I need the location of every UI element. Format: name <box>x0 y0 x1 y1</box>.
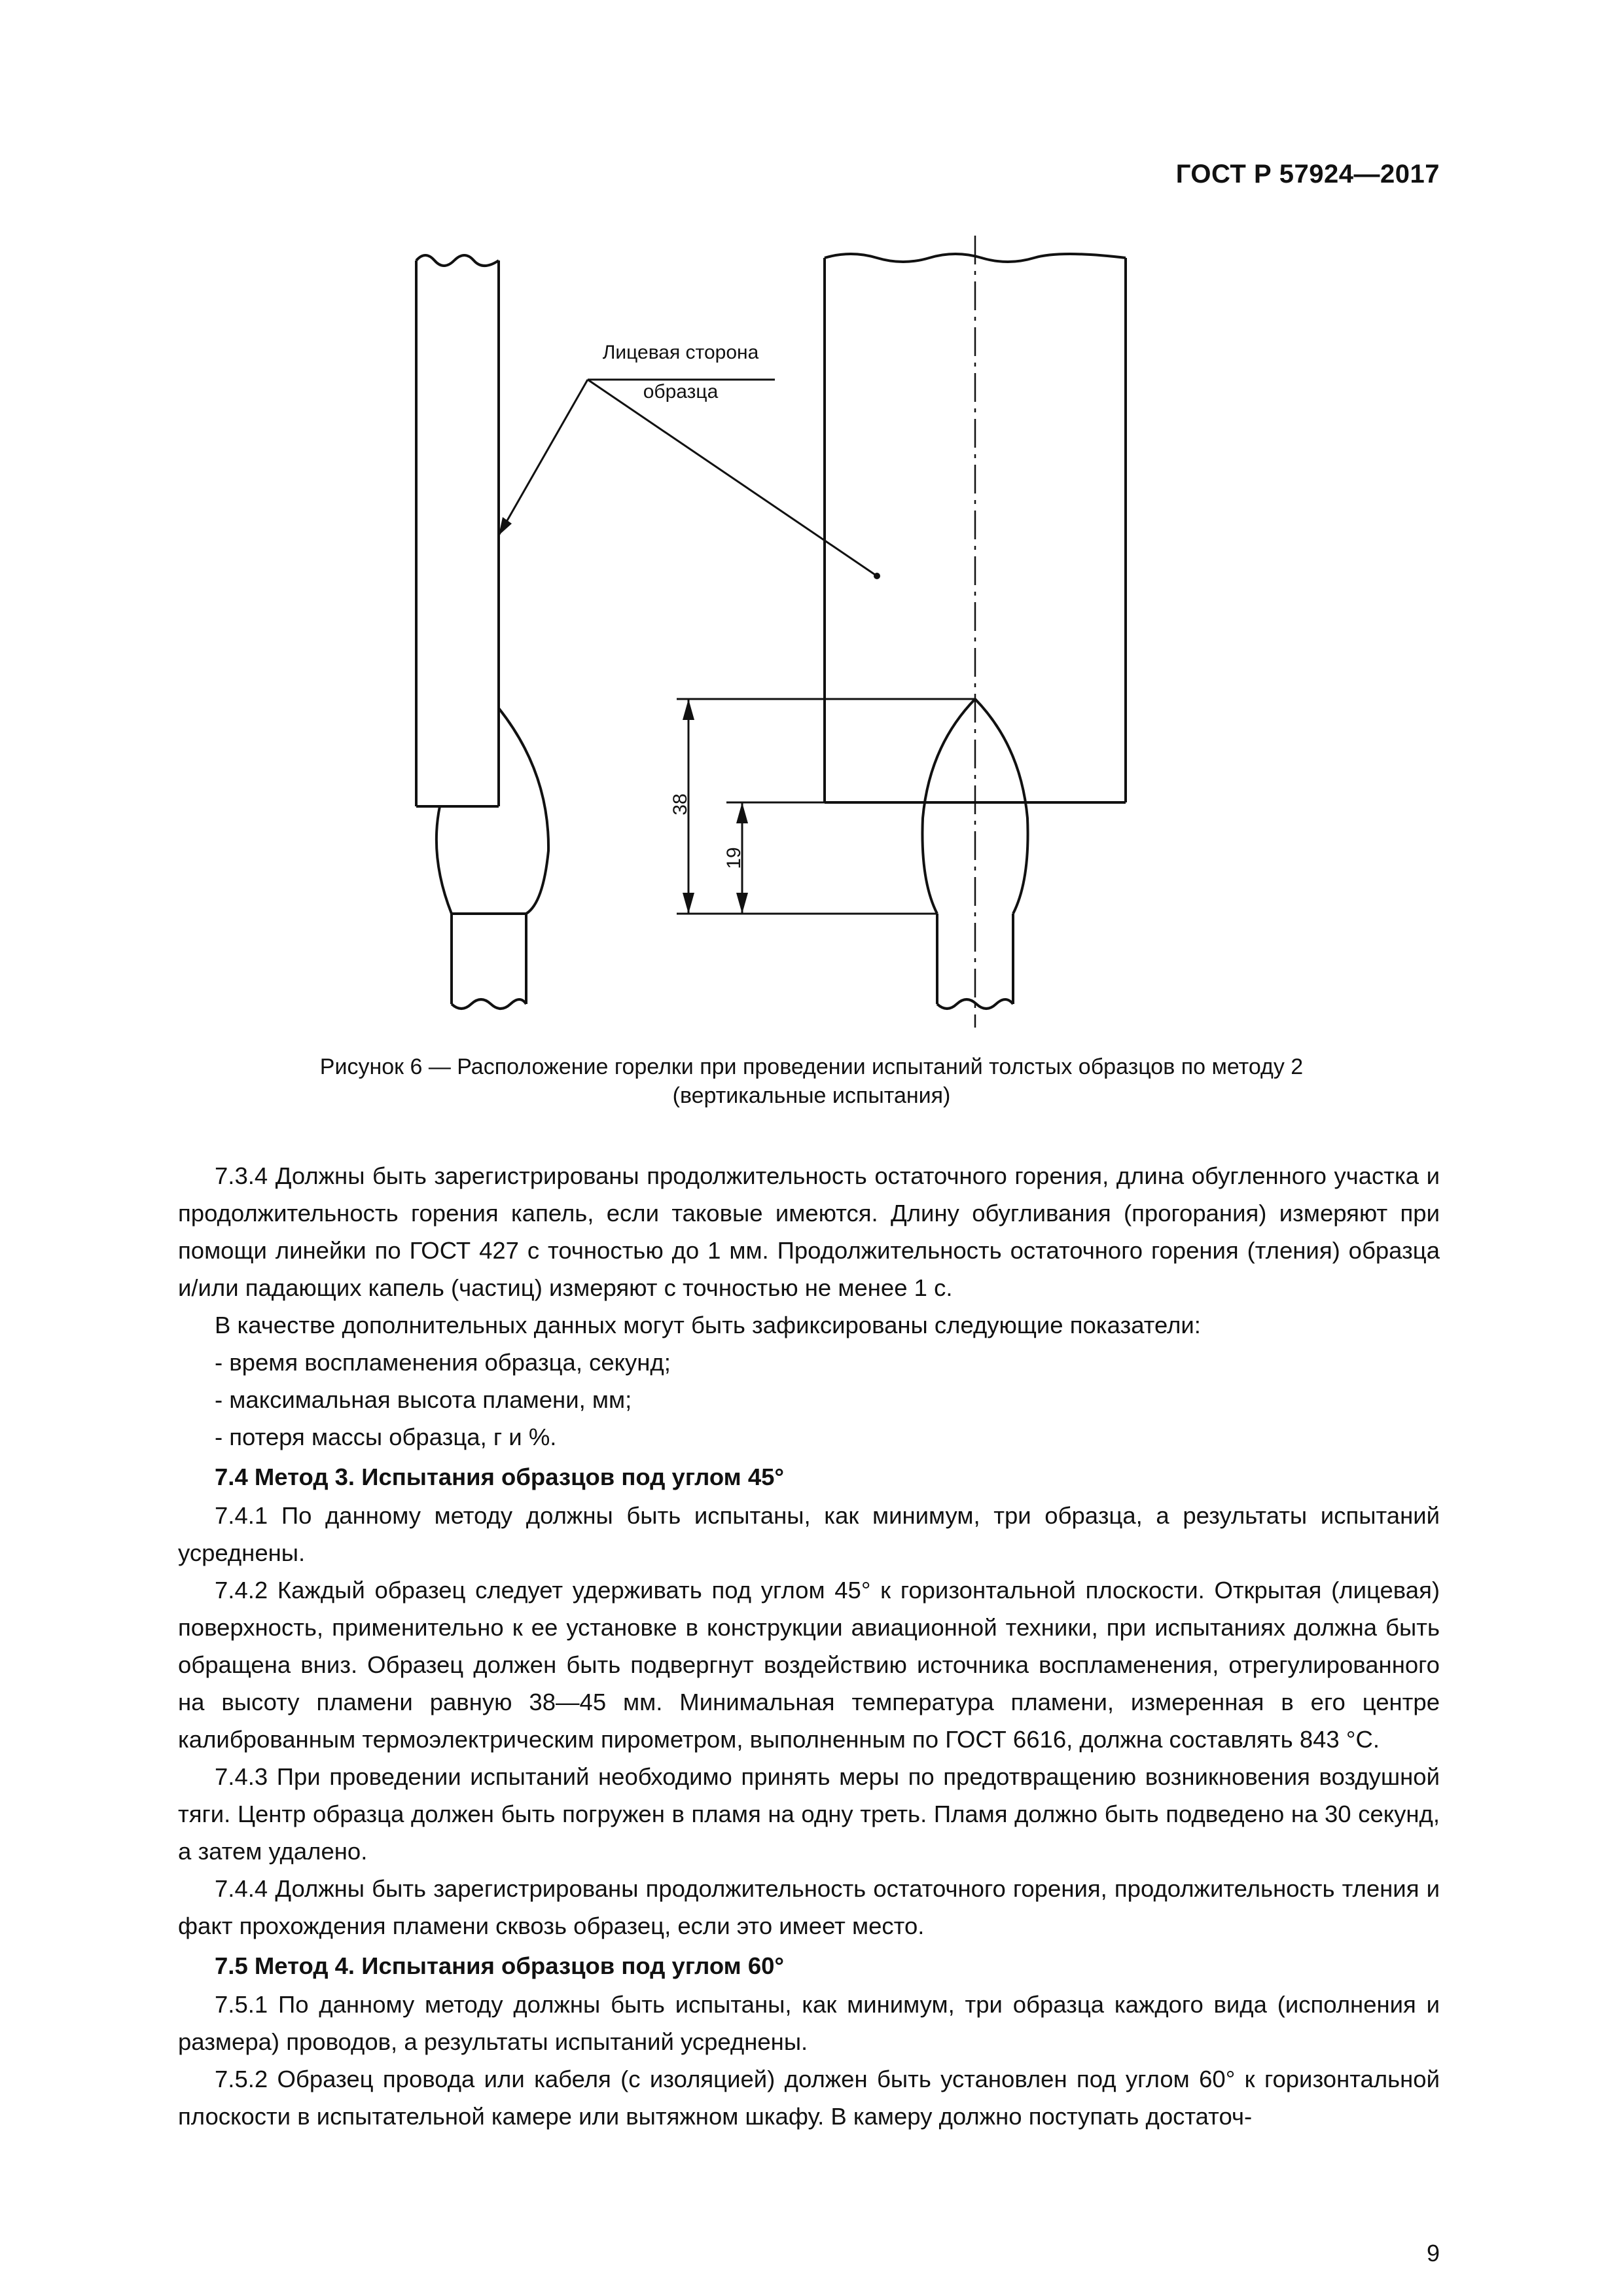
caption-line-1: Рисунок 6 — Расположение горелки при проведении испытаний толстых образцов по методу 2 <box>319 1054 1304 1079</box>
dimension-38: 38 <box>669 793 691 816</box>
document-body <box>178 1157 1440 2135</box>
paragraph-7-4-1: 7.4.1 По данному методу должны быть испытаны, как минимум, три образца, а результаты испытаний усреднены. <box>178 1502 1440 1566</box>
list-item: - максимальная высота пламени, мм; <box>215 1386 632 1413</box>
paragraph-7-4-3: 7.4.3 При проведении испытаний необходимо принять меры по предотвращению возникновения воздушной тяги. Центр образца должен быть погружен в пламя на одну треть. Пламя должно быть подведено на 30 секунд, а затем удалено. <box>178 1763 1440 1865</box>
document-header: ГОСТ Р 57924—2017 <box>1175 160 1440 188</box>
figure-6 <box>0 0 1623 1047</box>
leader-dot <box>874 573 880 579</box>
figure-caption <box>131 1052 1492 1110</box>
paragraph-7-4-2: 7.4.2 Каждый образец следует удерживать под углом 45° к горизонтальной плоскости. Открытая (лицевая) поверхность, применительно к ее установке в конструкции авиационной техники, при испытаниях должна быть обращена вниз. Образец должен быть подвергнут воздействию источника воспламенения, отрегулированного на высоту пламени равную 38—45 мм. Минимальная температура пламени, измеренная в его центре калиброванным термоэлектрическим пирометром, выполненным по ГОСТ 6616, должна составлять 843 °С. <box>178 1577 1440 1753</box>
paragraph-7-5-1: 7.5.1 По данному методу должны быть испытаны, как минимум, три образца каждого вида (исполнения и размера) проводов, а результаты испытаний усреднены. <box>178 1991 1440 2055</box>
left-flame <box>437 708 548 914</box>
burner-diagram <box>0 0 1623 1047</box>
paragraph-7-3-4-extra: В качестве дополнительных данных могут быть зафиксированы следующие показатели: <box>215 1312 1201 1338</box>
left-burner <box>452 914 526 1009</box>
list-item: - потеря массы образца, г и %. <box>215 1424 557 1450</box>
leader-lines <box>499 380 877 576</box>
paragraph-7-4-4: 7.4.4 Должны быть зарегистрированы продолжительность остаточного горения, продолжительность тления и факт прохождения пламени сквозь образец, если это имеет место. <box>178 1875 1440 1939</box>
list-item: - время воспламенения образца, секунд; <box>215 1349 671 1376</box>
dimension-19: 19 <box>723 847 745 869</box>
caption-line-2: (вертикальные испытания) <box>672 1083 951 1108</box>
paragraph-7-3-4: 7.3.4 Должны быть зарегистрированы продолжительность остаточного горения, длина обугленного участка и продолжительность горения капель, если таковые имеются. Длину обугливания (прогорания) измеряют при помощи линейки по ГОСТ 427 с точностью до 1 мм. Продолжительность остаточного горения (тления) образца и/или падающих капель (частиц) измеряют с точностью не менее 1 с. <box>178 1162 1440 1301</box>
leader-arrow <box>499 517 512 535</box>
section-heading-7-4: 7.4 Метод 3. Испытания образцов под углом 45° <box>215 1463 785 1490</box>
paragraph-7-5-2: 7.5.2 Образец провода или кабеля (с изоляцией) должен быть установлен под углом 60° к горизонтальной плоскости в испытательной камере или вытяжном шкафу. В камеру должно поступать достаточ- <box>178 2066 1440 2130</box>
left-specimen <box>416 255 499 806</box>
label-face-side-line2: образца <box>643 381 719 403</box>
page-number: 9 <box>1426 2240 1440 2267</box>
section-heading-7-5: 7.5 Метод 4. Испытания образцов под углом 60° <box>215 1952 785 1979</box>
dimension-arrows <box>683 699 748 914</box>
label-face-side-line1: Лицевая сторона <box>602 342 759 363</box>
